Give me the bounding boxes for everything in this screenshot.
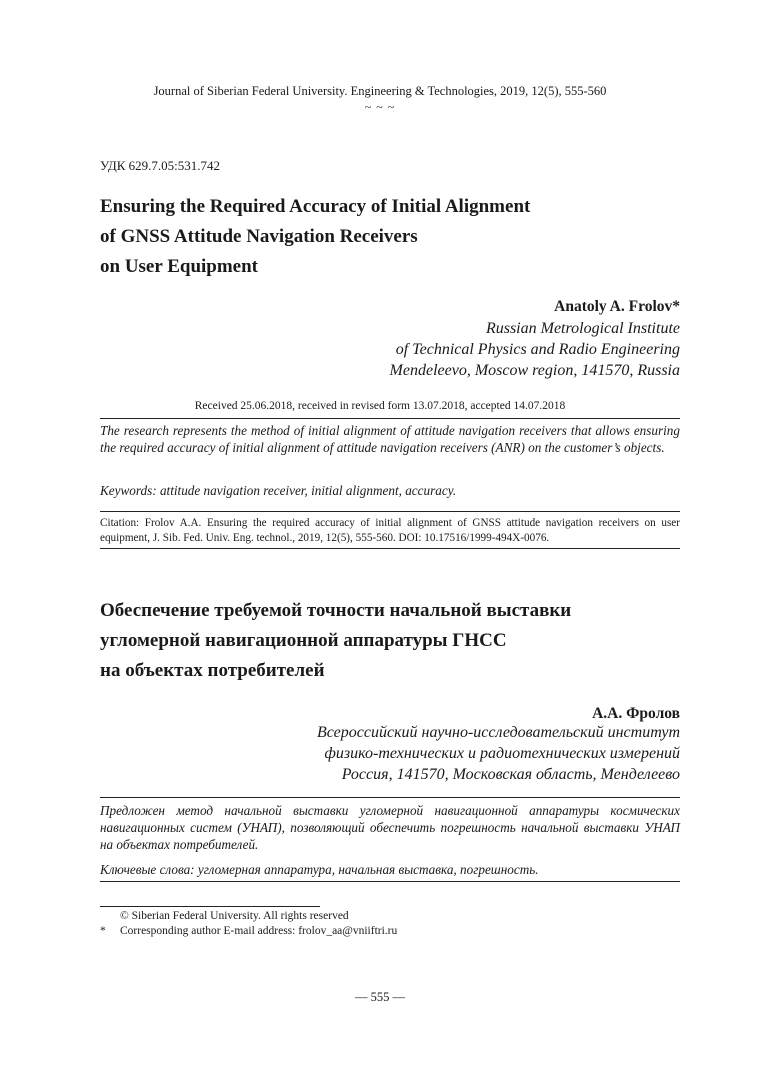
footnote-rule: [100, 906, 320, 907]
citation: Citation: Frolov A.A. Ensuring the required accuracy of initial alignment of GNSS attitude navigation receivers on user equipment, J. Sib. Fed. Univ. Eng. technol., 2019, 12(5), 555-560. DOI: 10.17516/1999-494X-0076.: [100, 517, 680, 544]
header-ornament: ~ ~ ~: [364, 100, 396, 114]
footnote-corresponding: [100, 925, 397, 937]
footnote-copyright: [100, 910, 349, 922]
russian-abstract: Предложен метод начальной выставки угломерной навигационной аппаратуры космических навигационных систем (УНАП), позволяющий обеспечить погрешность начальной выставки УНАП на объектах потребителей.: [100, 803, 680, 852]
english-title-line: Ensuring the Required Accuracy of Initial Alignment: [100, 196, 531, 217]
russian-title-line: Обеспечение требуемой точности начальной выставки: [100, 600, 572, 621]
udc-code: УДК 629.7.05:531.742: [100, 158, 221, 173]
russian-title-line: угломерной навигационной аппаратуры ГНСС: [100, 630, 507, 651]
english-title-line: of GNSS Attitude Navigation Receivers: [100, 226, 418, 247]
russian-title: [100, 596, 660, 686]
affiliation-line: of Technical Physics and Radio Engineering: [395, 341, 680, 358]
russian-affiliation: [317, 722, 680, 785]
affiliation-line: Всероссийский научно-исследовательский институт: [317, 724, 680, 741]
english-title: [100, 192, 660, 282]
copyright-text: © Siberian Federal University. All rights reserved: [120, 910, 349, 922]
english-affiliation: [390, 318, 680, 381]
english-keywords: Keywords: attitude navigation receiver, initial alignment, accuracy.: [100, 483, 457, 498]
divider: [100, 548, 680, 549]
divider: [100, 418, 680, 419]
english-title-line: on User Equipment: [100, 256, 259, 277]
page-number: — 555 —: [355, 990, 405, 1004]
affiliation-line: Россия, 141570, Московская область, Менделеево: [341, 766, 680, 783]
english-abstract: The research represents the method of initial alignment of attitude navigation receivers that allows ensuring the required accuracy of initial alignment of attitude navigation receivers (ANR) on the customer’s objects.: [100, 423, 680, 455]
received-dates: Received 25.06.2018, received in revised form 13.07.2018, accepted 14.07.2018: [194, 400, 566, 412]
corresponding-email: Corresponding author E-mail address: frolov_aa@vniiftri.ru: [120, 925, 398, 937]
russian-keywords: Ключевые слова: угломерная аппаратура, начальная выставка, погрешность.: [100, 862, 539, 877]
russian-author: А.А. Фролов: [592, 705, 680, 722]
divider: [100, 881, 680, 882]
journal-header: Journal of Siberian Federal University. Engineering & Technologies, 2019, 12(5), 555-560: [153, 84, 607, 98]
divider: [100, 797, 680, 798]
footnote-marker: *: [100, 925, 106, 937]
divider: [100, 511, 680, 512]
affiliation-line: Mendeleevo, Moscow region, 141570, Russia: [389, 362, 680, 379]
english-author: Anatoly A. Frolov*: [554, 298, 680, 315]
affiliation-line: физико-технических и радиотехнических измерений: [324, 745, 680, 762]
russian-title-line: на объектах потребителей: [100, 660, 325, 681]
affiliation-line: Russian Metrological Institute: [485, 320, 680, 337]
